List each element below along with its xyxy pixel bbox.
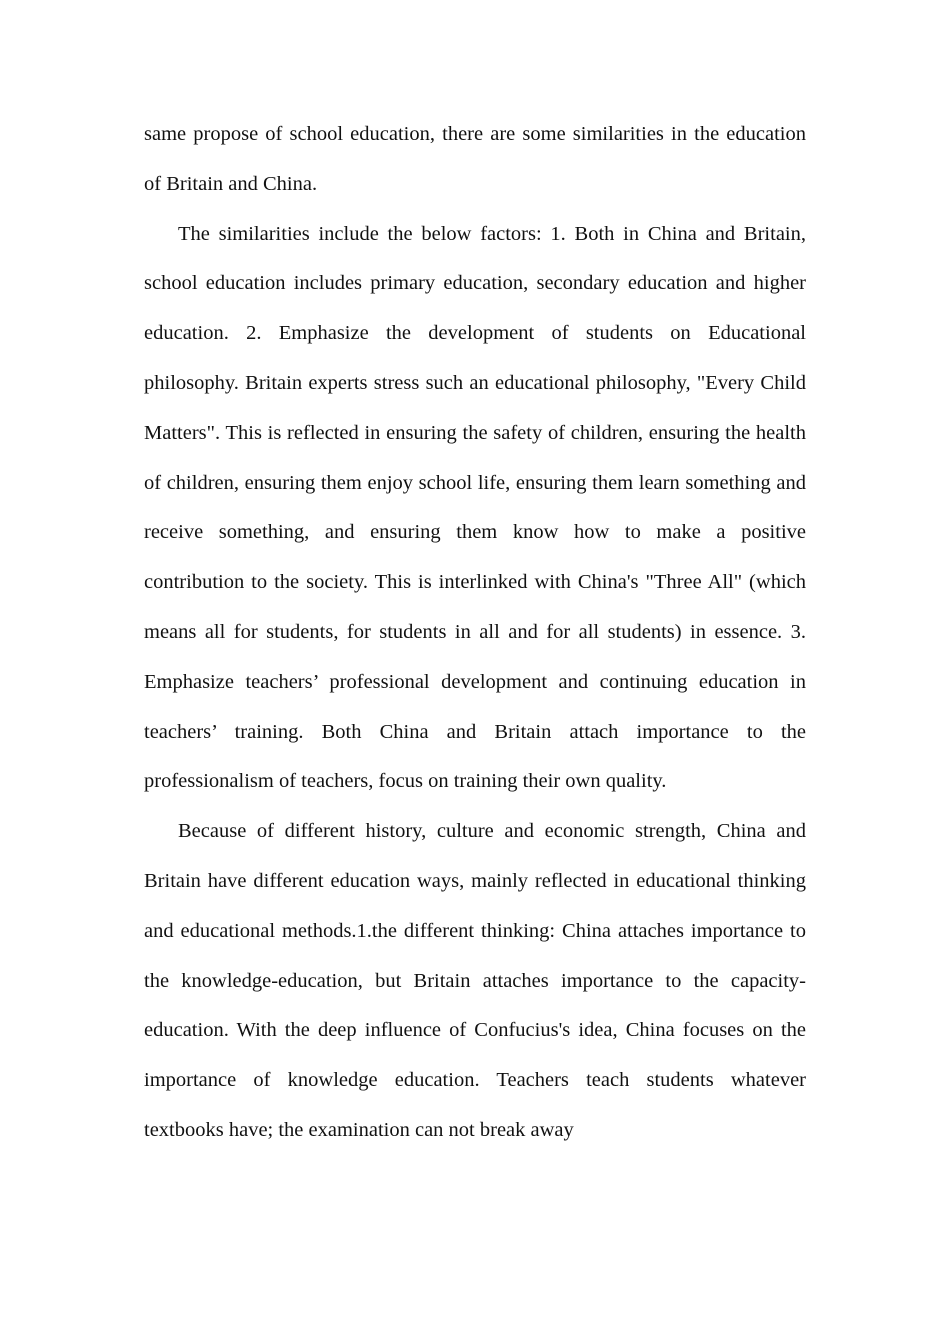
document-page — [144, 110, 806, 1156]
paragraph-continuation: same propose of school education, there are some similarities in the education of Britain and China. — [144, 123, 806, 195]
paragraph-similarities: The similarities include the below factors: 1. Both in China and Britain, school education includes primary education, secondary education and higher education. 2. Emphasize the development of students on Educational philosophy. Britain experts stress such an educational philosophy, "Every Child Matters". This is reflected in ensuring the safety of children, ensuring the health of children, ensuring them enjoy school life, ensuring them learn something and receive something, and ensuring them know how to make a positive contribution to the society. This is interlinked with China's "Three All" (which means all for students, for students in all and for all students) in essence. 3. Emphasize teachers’ professional development and continuing education in teachers’ training. Both China and Britain attach importance to the professionalism of teachers, focus on training their own quality. — [144, 222, 806, 793]
paragraph-differences: Because of different history, culture and economic strength, China and Britain have different education ways, mainly reflected in educational thinking and educational methods.1.the different thinking: China attaches importance to the knowledge-education, but Britain attaches importance to the capacity-education. With the deep influence of Confucius's idea, China focuses on the importance of knowledge education. Teachers teach students whatever textbooks have; the examination can not break away — [144, 820, 806, 1141]
